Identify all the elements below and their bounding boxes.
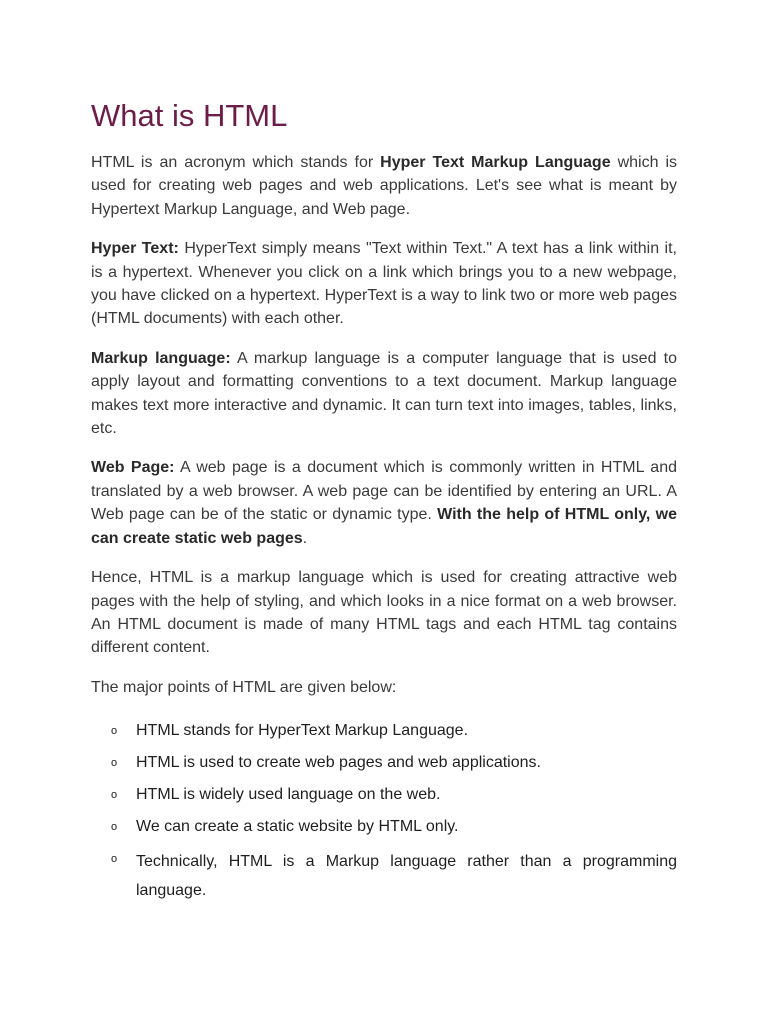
intro-paragraph (91, 151, 677, 221)
list-item (91, 783, 677, 807)
markup-paragraph (91, 347, 677, 441)
list-item-text: We can create a static website by HTML only. (136, 818, 459, 836)
list-item (91, 847, 677, 905)
webpage-paragraph (91, 456, 677, 550)
webpage-text: A web page is a document which is commonly written in HTML and translated by a web browser. A web page can be identified by entering an URL. A Web page can be of the static or dynamic type. (91, 459, 677, 524)
markup-text: A markup language is a computer language that is used to apply layout and formatting conventions to a text document. Markup language makes text more interactive and dynamic. It can turn text into images, tables, links, etc. (91, 349, 677, 438)
page-title: What is HTML (91, 98, 288, 133)
list-item (91, 719, 677, 743)
markup-label: Markup language: (91, 349, 231, 367)
list-item-text: HTML stands for HyperText Markup Language. (136, 722, 469, 740)
hypertext-text: HyperText simply means "Text within Text." A text has a link within it, is a hypertext. Whenever you click on a link which brings you to a new webpage, you have clicked on a hypertext. HyperText is a way to link two or more web pages (HTML documents) with each other. (91, 240, 678, 328)
intro-text-start: HTML is an acronym which stands for (91, 154, 381, 171)
bullet-circle-icon: o (111, 821, 118, 834)
hypertext-paragraph (91, 237, 677, 331)
hence-paragraph: Hence, HTML is a markup language which is used for creating attractive web pages with the help of styling, and which looks in a nice format on a web browser. An HTML document is made of many HTML tags and each HTML tag contains different content. (91, 569, 677, 657)
list-item (91, 751, 677, 775)
bullet-circle-icon: o (111, 725, 118, 738)
intro-text-end: which is used for creating web pages and web applications. Let's see what is meant by Hypertext Markup Language, and Web page. (91, 154, 678, 218)
webpage-bold-statement: With the help of HTML only, we can create static web pages (91, 506, 677, 547)
webpage-label: Web Page: (91, 459, 175, 477)
bullet-circle-icon: o (111, 853, 118, 866)
bullet-circle-icon: o (111, 789, 118, 802)
bullet-circle-icon: o (111, 757, 118, 770)
list-item-text: HTML is widely used language on the web. (136, 786, 441, 804)
webpage-tail: . (302, 529, 308, 547)
intro-bold-term: Hyper Text Markup Language (380, 154, 611, 171)
points-list (91, 719, 677, 905)
list-item (91, 815, 677, 839)
hypertext-label: Hyper Text: (91, 240, 179, 258)
list-item-text: Technically, HTML is a Markup language rather than a programming language. (136, 853, 677, 900)
list-item-text: HTML is used to create web pages and web applications. (136, 754, 541, 772)
points-intro: The major points of HTML are given below: (91, 678, 397, 696)
